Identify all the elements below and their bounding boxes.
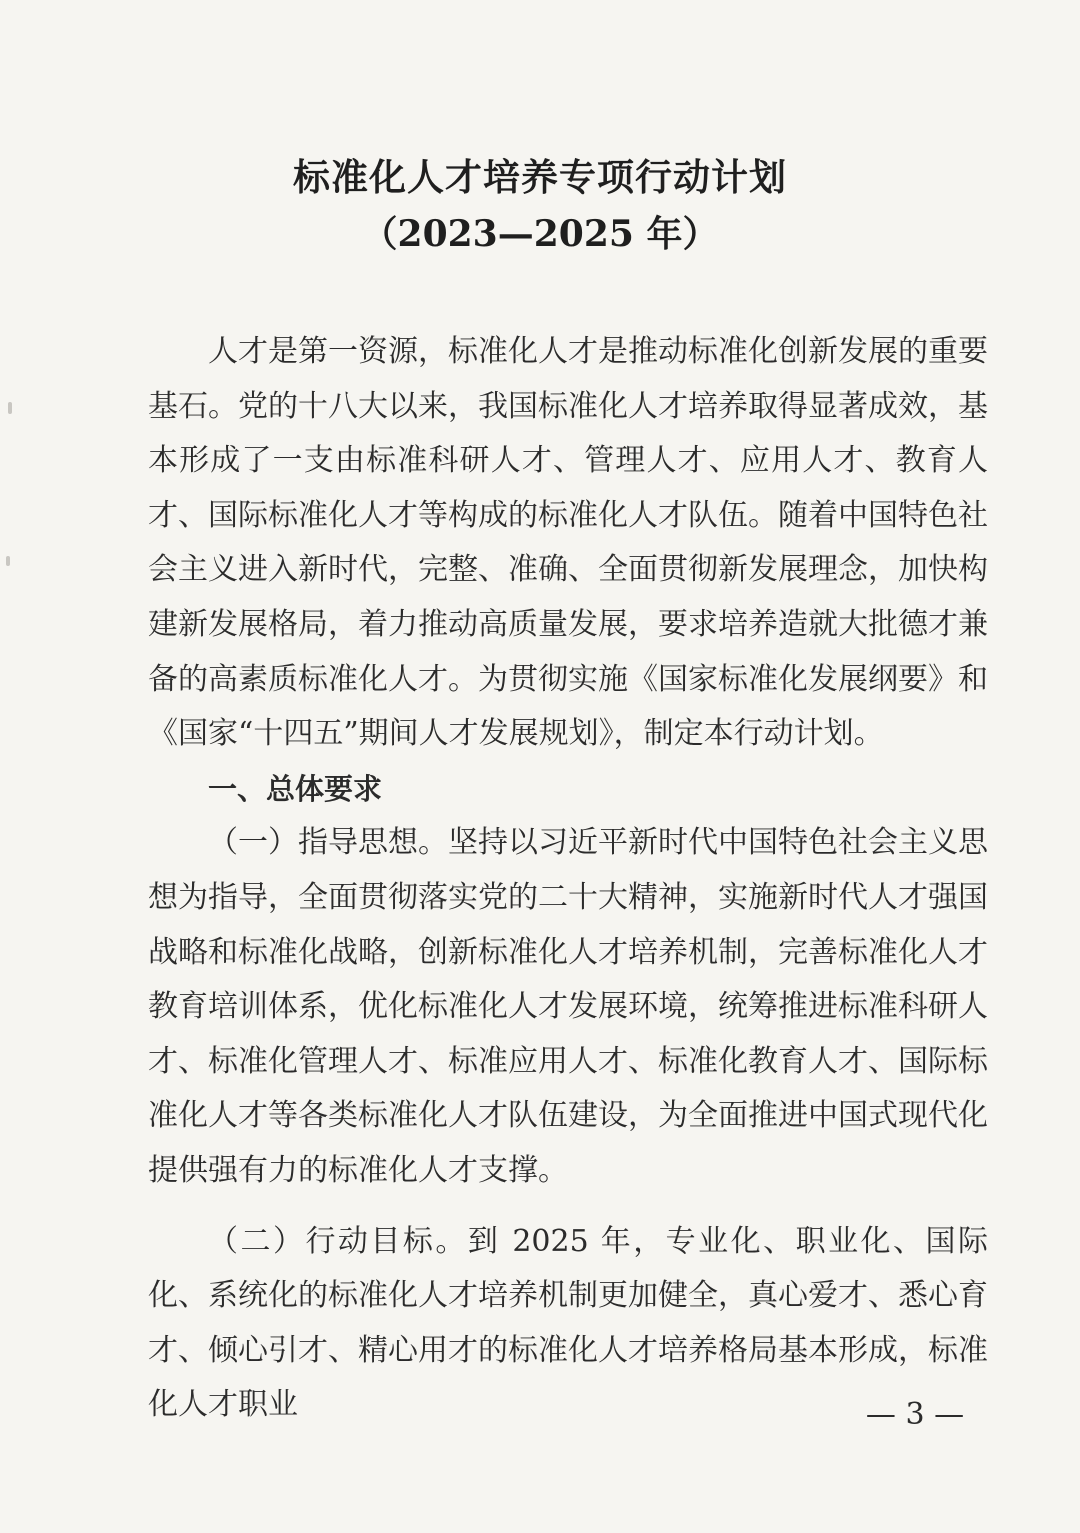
page-number: — 3 —	[865, 1397, 965, 1432]
paragraph-gap	[148, 1199, 988, 1215]
document-subtitle: （2023—2025 年）	[361, 213, 719, 255]
action-goal-paragraph: （二）行动目标。到 2025 年，专业化、职业化、国际化、系统化的标准化人才培养机制更加健全，真心爱才、悉心育才、倾心引才、精心用才的标准化人才培养格局基本形成，标准化人才职业	[148, 1223, 988, 1423]
document-title: 标准化人才培养专项行动计划	[293, 156, 787, 199]
guiding-thought-paragraph: （一）指导思想。坚持以习近平新时代中国特色社会主义思想为指导，全面贯彻落实党的二十大精神，实施新时代人才强国战略和标准化战略，创新标准化人才培养机制，完善标准化人才教育培训体系，优化标准化人才发展环境，统筹推进标准科研人才、标准化管理人才、标准应用人才、标准化教育人才、国际标准化人才等各类标准化人才队伍建设，为全面推进中国式现代化提供强有力的标准化人才支撑。	[148, 825, 988, 1188]
intro-paragraph: 人才是第一资源，标准化人才是推动标准化创新发展的重要基石。党的十八大以来，我国标准化人才培养取得显著成效，基本形成了一支由标准科研人才、管理人才、应用人才、教育人才、国际标准化人才等构成的标准化人才队伍。随着中国特色社会主义进入新时代，完整、准确、全面贯彻新发展理念，加快构建新发展格局，着力推动高质量发展，要求培养造就大批德才兼备的高素质标准化人才。为贯彻实施《国家标准化发展纲要》和《国家“十四五”期间人才发展规划》，制定本行动计划。	[148, 334, 988, 752]
document-body	[148, 325, 988, 1433]
section-heading: 一、总体要求	[208, 771, 383, 806]
scan-edge-mark	[6, 556, 10, 566]
scan-edge-mark	[8, 402, 12, 414]
